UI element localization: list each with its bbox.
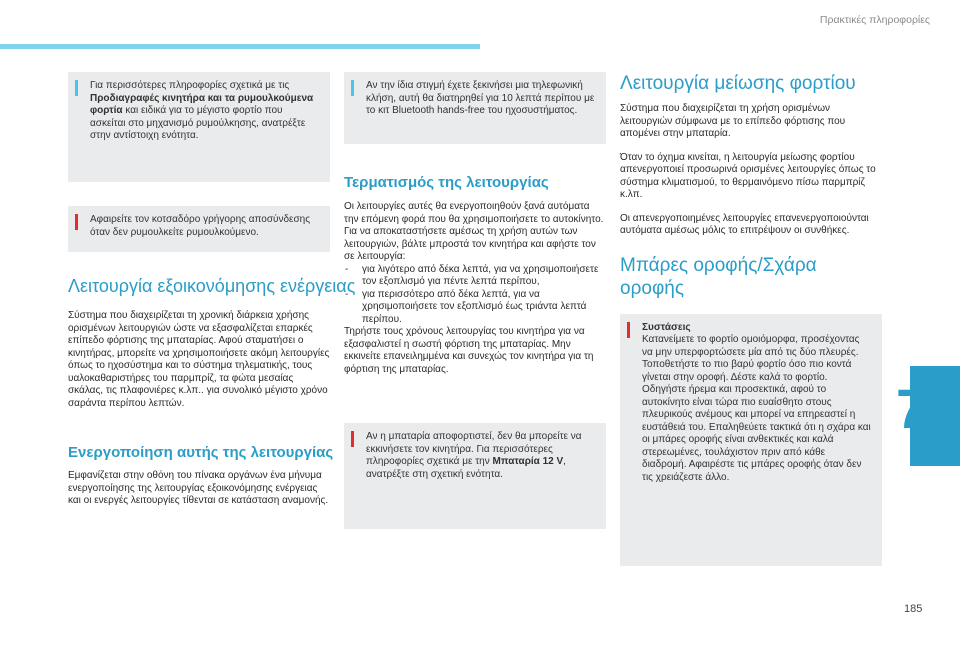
roof-bars-title: Μπάρες οροφής/Σχάρα οροφής <box>620 254 817 299</box>
warning-box-towbar <box>68 206 330 252</box>
energy-saving-title: Λειτουργία εξοικονόμησης ενέργειας <box>68 276 356 296</box>
column-right <box>620 72 882 566</box>
end-function-text: Οι λειτουργίες αυτές θα ενεργοποιηθούν ξανά αυτόματα την επόμενη φορά που θα χρησιμοποιήσετε το αυτοκίνητο. Για να αποκαταστήσετε αμέσως τη χρήση αυτών των λειτουργιών, βάλτε μπροστά τον κινητήρα και αφήστε τον σε λειτουργία: <box>344 201 604 262</box>
info-marker-icon <box>351 80 354 96</box>
load-reduction-title: Λειτουργία μείωσης φορτίου <box>620 73 856 94</box>
recommendations-text: Κατανείμετε το φορτίο ομοιόμορφα, προσέχοντας να μην υπερφορτώσετε μία από τις δύο πλευρές. Τοποθετήστε το πιο βαρύ φορτίο όσο πιο κοντά γίνεται στην οροφή. Δέστε καλά το φορτίο. Οδηγήστε ήρεμα και προσεκτικά, αφού το αυτοκίνητο είναι τώρα πιο ευαίσθητο στους πλευρικούς ανέμους και μπορεί να επηρεαστεί η ευστάθειά του. Επαληθεύετε τακτικά ότι η σχάρα και οι μπάρες οροφής είναι ανθεκτικές και καλά στερεωμένες, τουλάχιστον πριν από κάθε διαδρομή. Αφαιρέστε τις μπάρες οροφής όταν δεν τις χρειάζεστε άλλο. <box>642 334 871 483</box>
warning-box-text: Αν η μπαταρία αποφορτιστεί, δεν θα μπορείτε να εκκινήσετε τον κινητήρα. Για περισσότερες πληροφορίες σχετικά με την Μπαταρία 12 V, ανατρέξτε στη σχετική ενότητα. <box>366 431 582 480</box>
header-accent-bar <box>0 44 480 49</box>
warning-marker-icon <box>75 214 78 230</box>
chapter-number: 7 <box>896 377 928 440</box>
end-function-list <box>344 264 606 327</box>
energy-saving-text: Σύστημα που διαχειρίζεται τη χρονική διάρκεια χρήσης ορισμένων λειτουργιών ώστε να εξασφαλίζεται επαρκές επίπεδο φόρτισης της μπαταρίας. Αφού σταματήσει ο κινητήρας, μπορείτε να χρησιμοποιήσετε ακόμη λειτουργίες όπως το ηχοσύστημα και το σύστημα τηλεματικής, τους υαλοκαθαριστήρες του παρμπρίζ, τα φώτα μεσαίας σκάλας, τις πλαφονιέρες κ.λπ.. για συνολικό μέγιστο χρόνο σαράντα περίπου λεπτών. <box>68 310 330 409</box>
warning-marker-icon <box>627 322 630 338</box>
info-box-text: Για περισσότερες πληροφορίες σχετικά με τις Προδιαγραφές κινητήρα και τα ρυμουλκούμενα φορτία και ειδικά για το μέγιστο φορτίο που ασκείται στο μηχανισμό ρυμούλκησης, ανατρέξτε στην αντίστοιχη ενότητα. <box>90 80 314 141</box>
warning-box-battery <box>344 423 606 529</box>
load-reduction-text-3: Οι απενεργοποιημένες λειτουργίες επανενεργοποιούνται αυτόματα αμέσως μόλις το επιτρέψουν οι συνθήκες. <box>620 212 869 236</box>
activation-title: Ενεργοποίηση αυτής της λειτουργίας <box>68 444 334 461</box>
load-reduction-text-1: Σύστημα που διαχειρίζεται τη χρήση ορισμένων λειτουργιών σύμφωνα με το επίπεδο φόρτισης που απομένει στην μπαταρία. <box>620 103 846 139</box>
end-function-title: Τερματισμός της λειτουργίας <box>344 174 549 191</box>
warning-box-roof-bars <box>620 314 882 566</box>
page-number: 185 <box>904 603 923 615</box>
column-left <box>68 72 356 508</box>
info-box-text: Αν την ίδια στιγμή έχετε ξεκινήσει μια τηλεφωνική κλήση, αυτή θα διατηρηθεί για 10 λεπτά περίπου με το κιτ Bluetooth hands-free του ηχοσυστήματος. <box>366 80 595 116</box>
recommendations-heading: Συστάσεις <box>642 321 691 333</box>
section-header: Πρακτικές πληροφορίες <box>819 14 930 26</box>
info-marker-icon <box>75 80 78 96</box>
info-box-towing <box>68 72 330 182</box>
activation-text: Εμφανίζεται στην οθόνη του πίνακα οργάνων ένα μήνυμα ενεργοποίησης της λειτουργίας εξοικονόμησης ενέργειας και οι ενεργές λειτουργίες τίθενται σε κατάσταση αναμονής. <box>68 470 329 506</box>
warning-marker-icon <box>351 431 354 447</box>
list-item: - για περισσότερο από δέκα λεπτά, για να χρησιμοποιήσετε τον εξοπλισμό έως τριάντα λεπτά περίπου. <box>344 289 606 327</box>
warning-box-text: Αφαιρείτε τον κοτσαδόρο γρήγορης αποσύνδεσης όταν δεν ρυμουλκείτε ρυμουλκούμενο. <box>90 214 311 238</box>
end-function-text-2: Τηρήστε τους χρόνους λειτουργίας του κινητήρα για να εξασφαλιστεί η σωστή φόρτιση της μπαταρίας. Μην εκκινείτε επανειλημμένα και συνεχώς τον κινητήρα για τη φόρτιση της μπαταρίας. <box>344 326 594 375</box>
info-box-phone-call <box>344 72 606 144</box>
list-item: - για λιγότερο από δέκα λεπτά, για να χρησιμοποιήσετε τον εξοπλισμό για πέντε λεπτά περίπου, <box>344 264 606 289</box>
column-middle <box>344 72 606 529</box>
load-reduction-text-2: Όταν το όχημα κινείται, η λειτουργία μείωσης φορτίου απενεργοποιεί προσωρινά ορισμένες λειτουργίες όπως το σύστημα κλιματισμού, το θερμαινόμενο πίσω παρμπρίζ κ.λπ. <box>620 151 876 200</box>
